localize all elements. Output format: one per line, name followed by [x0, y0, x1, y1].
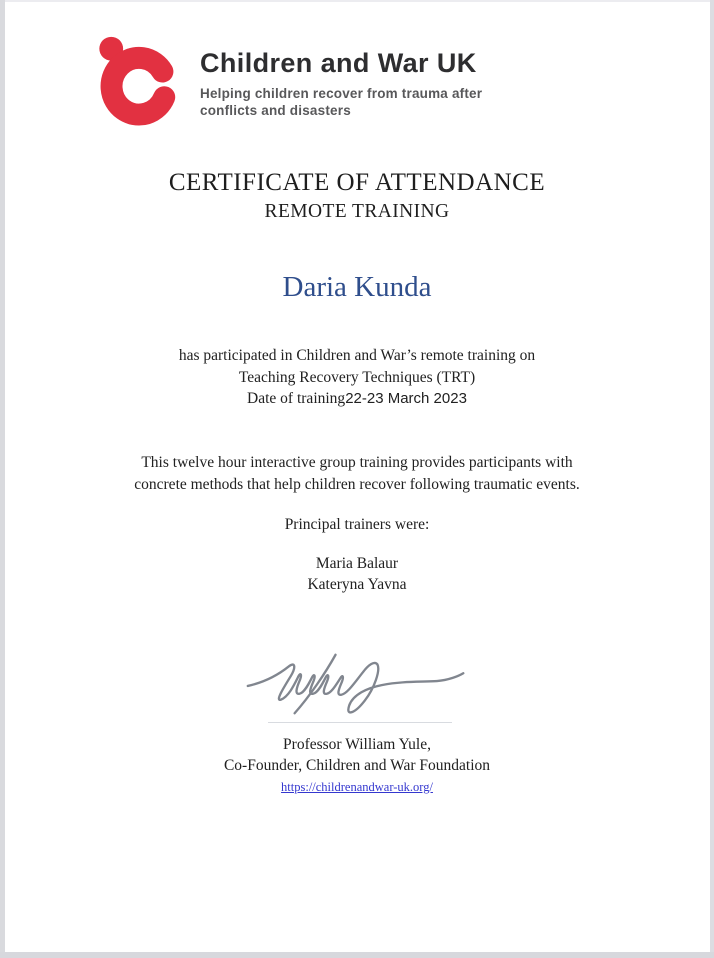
website-link[interactable]: https://childrenandwar-uk.org/: [281, 780, 433, 794]
signature-line: [268, 722, 452, 723]
certificate-title: CERTIFICATE OF ATTENDANCE: [168, 169, 546, 196]
signature-image: [237, 645, 477, 723]
certificate-subtitle: REMOTE TRAINING: [264, 201, 450, 222]
recipient-name: Daria Kunda: [282, 271, 432, 303]
website-link-row: [0, 780, 714, 795]
signatory-name: Professor William Yule,: [283, 736, 431, 753]
training-description: [0, 452, 714, 495]
date-of-training-label: Date of training: [247, 390, 346, 407]
photo-edge-bottom: [0, 952, 714, 958]
trainers-list: [0, 554, 714, 595]
statement-line-1: has participated in Children and War’s remote training on: [178, 347, 536, 364]
statement-line-2: Teaching Recovery Techniques (TRT): [238, 368, 476, 386]
tagline-line-1: Helping children recover from trauma after: [200, 86, 483, 101]
participation-statement: [0, 345, 714, 410]
brand-tagline: [200, 85, 482, 119]
handwritten-signature-icon: [237, 645, 477, 723]
description-line-1: This twelve hour interactive group training provides participants with: [141, 454, 573, 471]
brand-name: Children and War UK: [200, 48, 477, 78]
logo-text: [200, 35, 482, 119]
description-line-2: concrete methods that help children recover following traumatic events.: [134, 475, 580, 493]
signatory-role: Co-Founder, Children and War Foundation: [223, 757, 491, 774]
date-of-training-value: 22-23 March 2023: [345, 390, 467, 407]
photo-edge-top: [0, 0, 714, 2]
trainer-name: Kateryna Yavna: [307, 575, 407, 593]
trainers-heading: Principal trainers were:: [284, 516, 430, 533]
trainer-name: Maria Balaur: [315, 555, 399, 572]
header: [88, 35, 482, 131]
tagline-line-2: conflicts and disasters: [200, 103, 351, 118]
children-and-war-logo-icon: [88, 35, 182, 131]
